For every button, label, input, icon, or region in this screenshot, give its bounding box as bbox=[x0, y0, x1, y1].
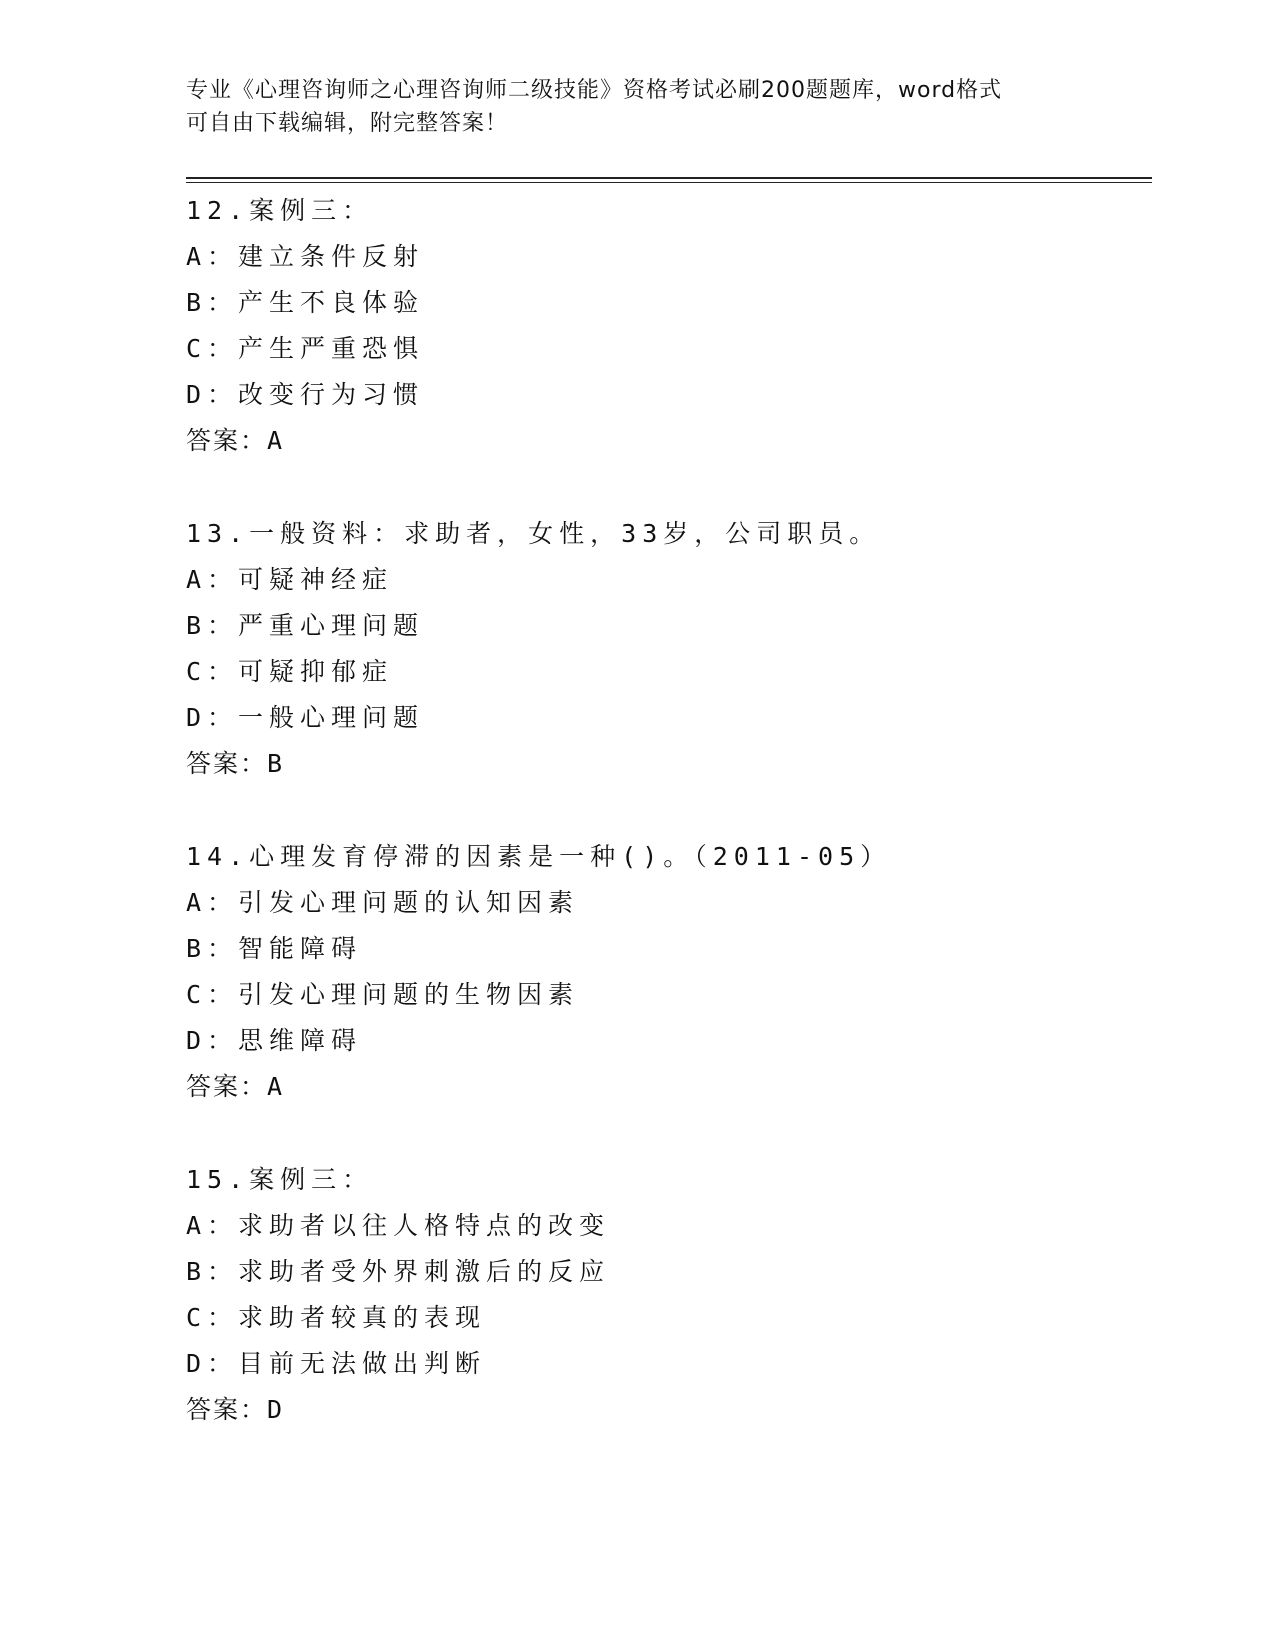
option-d: D：改变行为习惯 bbox=[186, 380, 425, 409]
answer-label: 答案： bbox=[186, 426, 268, 455]
question-12 bbox=[186, 188, 1152, 464]
option-c: C：求助者较真的表现 bbox=[186, 1303, 487, 1332]
option-d: D：一般心理问题 bbox=[186, 703, 425, 732]
answer-value: D bbox=[267, 1395, 285, 1424]
answer-line bbox=[186, 418, 1152, 464]
document-header bbox=[186, 74, 1066, 140]
option-b: B：求助者受外界刺激后的反应 bbox=[186, 1257, 611, 1286]
question-stem: 14.心理发育停滞的因素是一种()。（2011-05） bbox=[186, 842, 892, 871]
option-b: B：智能障碍 bbox=[186, 934, 363, 963]
option-c: C：可疑抑郁症 bbox=[186, 657, 394, 686]
option-d: D：思维障碍 bbox=[186, 1026, 363, 1055]
header-line-1: 专业《心理咨询师之心理咨询师二级技能》资格考试必刷200题题库，word格式 bbox=[186, 78, 1003, 103]
answer-value: B bbox=[267, 749, 285, 778]
option-b: B：严重心理问题 bbox=[186, 611, 425, 640]
question-stem: 15.案例三： bbox=[186, 1165, 374, 1194]
question-14 bbox=[186, 834, 1152, 1110]
option-a: A：求助者以往人格特点的改变 bbox=[186, 1211, 611, 1240]
answer-value: A bbox=[267, 426, 285, 455]
header-line-2: 可自由下载编辑，附完整答案！ bbox=[186, 111, 509, 136]
answer-label: 答案： bbox=[186, 1395, 268, 1424]
option-b: B：产生不良体验 bbox=[186, 288, 425, 317]
header-divider bbox=[186, 177, 1152, 183]
answer-line bbox=[186, 741, 1152, 787]
option-a: A：建立条件反射 bbox=[186, 242, 425, 271]
option-a: A：引发心理问题的认知因素 bbox=[186, 888, 580, 917]
question-13 bbox=[186, 511, 1152, 787]
question-stem: 12.案例三： bbox=[186, 196, 374, 225]
answer-label: 答案： bbox=[186, 749, 268, 778]
option-d: D：目前无法做出判断 bbox=[186, 1349, 487, 1378]
answer-line bbox=[186, 1064, 1152, 1110]
answer-label: 答案： bbox=[186, 1072, 268, 1101]
option-c: C：产生严重恐惧 bbox=[186, 334, 425, 363]
question-15 bbox=[186, 1157, 1152, 1433]
question-stem: 13.一般资料：求助者，女性，33岁，公司职员。 bbox=[186, 519, 881, 548]
answer-line bbox=[186, 1387, 1152, 1433]
option-c: C：引发心理问题的生物因素 bbox=[186, 980, 580, 1009]
question-list bbox=[186, 188, 1152, 1433]
option-a: A：可疑神经症 bbox=[186, 565, 394, 594]
answer-value: A bbox=[267, 1072, 285, 1101]
